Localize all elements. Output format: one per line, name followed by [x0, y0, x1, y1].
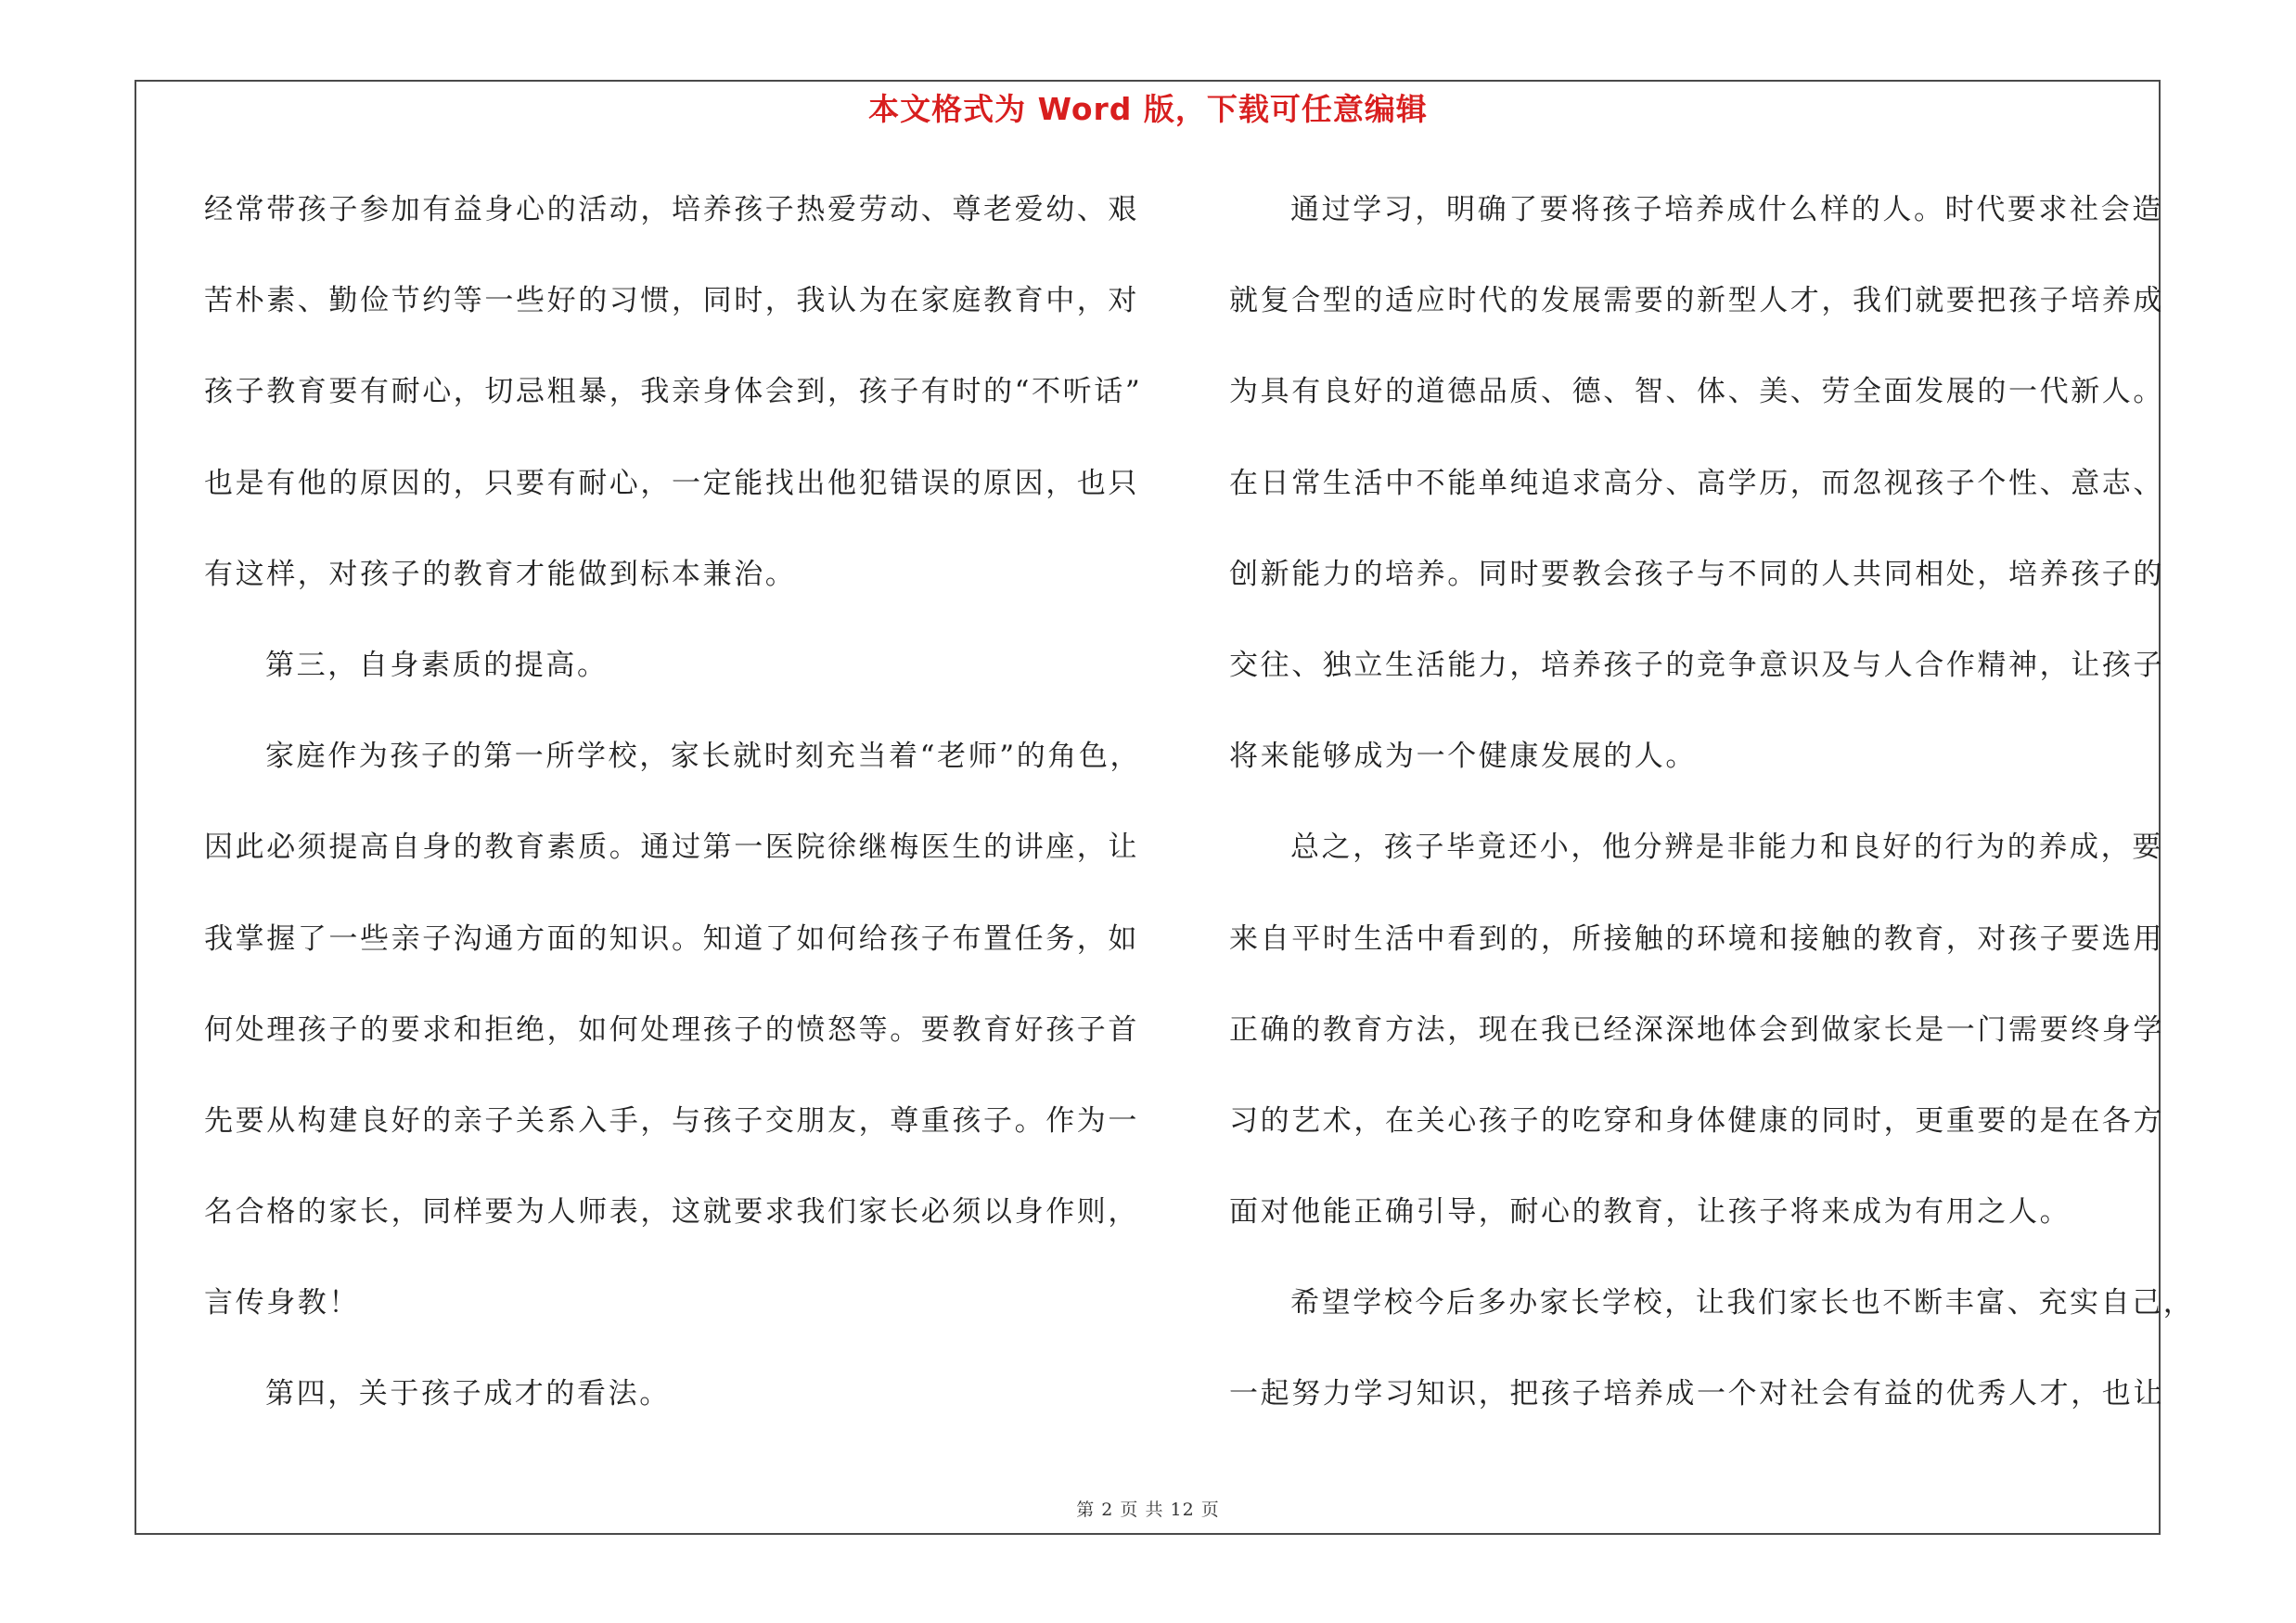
text-line: 创新能力的培养。同时要教会孩子与不同的人共同相处，培养孩子的 [1229, 557, 2164, 591]
section-heading: 第三，自身素质的提高。 [265, 648, 609, 682]
text-line: 孩子教育要有耐心，切忌粗暴，我亲身体会到，孩子有时的“不听话” [204, 375, 1143, 409]
text-line: 交往、独立生活能力，培养孩子的竞争意识及与人合作精神，让孩子 [1229, 648, 2164, 682]
section-heading: 第四，关于孩子成才的看法。 [265, 1377, 671, 1411]
text-line: 言传身教！ [204, 1286, 360, 1320]
page-number-footer: 第 2 页 共 12 页 [1076, 1500, 1220, 1520]
text-line: 就复合型的适应时代的发展需要的新型人才，我们就要把孩子培养成 [1229, 284, 2164, 318]
text-line: 先要从构建良好的亲子关系入手，与孩子交朋友，尊重孩子。作为一 [204, 1103, 1139, 1138]
right-column [1229, 182, 2195, 1458]
text-line: 希望学校今后多办家长学校，让我们家长也不断丰富、充实自己， [1290, 1286, 2195, 1320]
text-line: 习的艺术，在关心孩子的吃穿和身体健康的同时，更重要的是在各方 [1229, 1103, 2164, 1138]
text-line: 通过学习，明确了要将孩子培养成什么样的人。时代要求社会造 [1290, 193, 2163, 226]
text-line: 苦朴素、勤俭节约等一些好的习惯，同时，我认为在家庭教育中，对 [204, 284, 1139, 318]
text-line: 一起努力学习知识，把孩子培养成一个对社会有益的优秀人才，也让 [1229, 1377, 2164, 1411]
text-line: 总之，孩子毕竟还小，他分辨是非能力和良好的行为的养成，要 [1290, 831, 2163, 865]
text-line: 将来能够成为一个健康发展的人。 [1229, 740, 1697, 774]
text-line: 我掌握了一些亲子沟通方面的知识。知道了如何给孩子布置任务，如 [204, 921, 1139, 956]
text-line: 有这样，对孩子的教育才能做到标本兼治。 [204, 557, 797, 591]
text-line: 来自平时生活中看到的，所接触的环境和接触的教育，对孩子要选用 [1229, 921, 2164, 956]
text-line: 家庭作为孩子的第一所学校，家长就时刻充当着“老师”的角色， [265, 740, 1142, 774]
text-line: 正确的教育方法，现在我已经深深地体会到做家长是一门需要终身学 [1229, 1012, 2164, 1047]
text-line: 经常带孩子参加有益身心的活动，培养孩子热爱劳动、尊老爱幼、艰 [204, 193, 1139, 226]
text-line: 也是有他的原因的，只要有耐心，一定能找出他犯错误的原因，也只 [204, 466, 1139, 500]
text-line: 为具有良好的道德品质、德、智、体、美、劳全面发展的一代新人。 [1229, 375, 2164, 409]
text-line: 在日常生活中不能单纯追求高分、高学历，而忽视孩子个性、意志、 [1229, 466, 2164, 500]
left-column [204, 182, 1143, 1458]
text-line: 名合格的家长，同样要为人师表，这就要求我们家长必须以身作则， [204, 1195, 1139, 1230]
format-banner: 本文格式为 Word 版，下载可任意编辑 [868, 91, 1428, 127]
text-line: 何处理孩子的要求和拒绝，如何处理孩子的愤怒等。要教育好孩子首 [204, 1012, 1139, 1047]
text-line: 面对他能正确引导，耐心的教育，让孩子将来成为有用之人。 [1229, 1195, 2072, 1230]
text-line: 因此必须提高自身的教育素质。通过第一医院徐继梅医生的讲座，让 [204, 831, 1139, 865]
